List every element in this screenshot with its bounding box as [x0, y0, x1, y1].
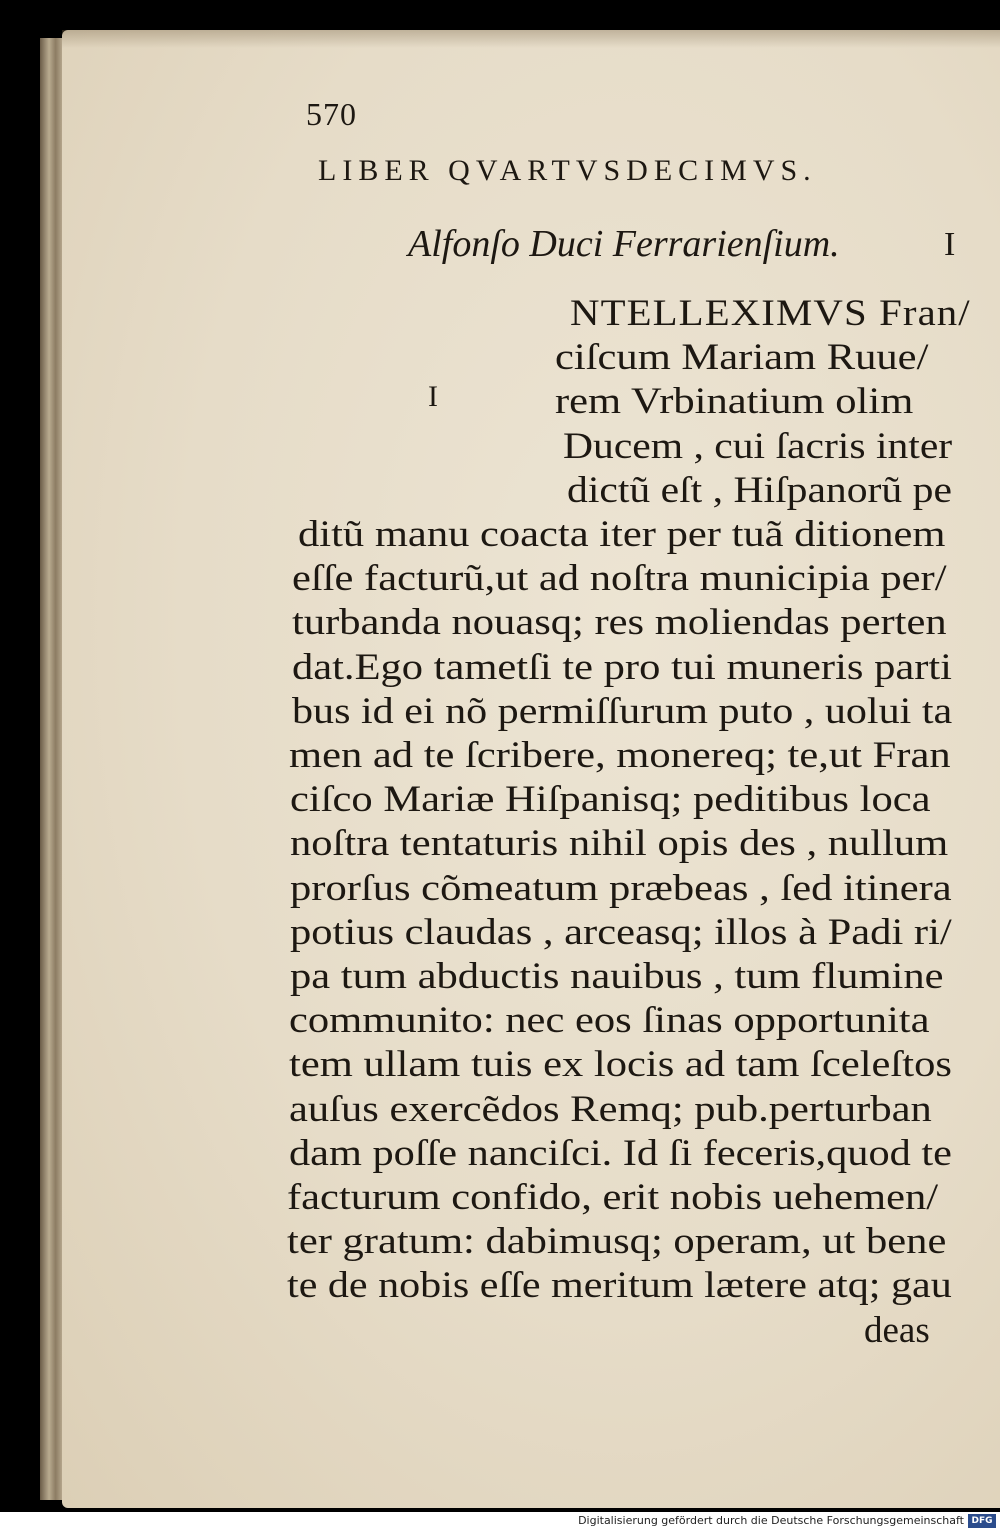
- body-line: deas: [864, 1309, 930, 1351]
- body-line: eſſe facturũ,ut ad noſtra municipia per/: [292, 558, 947, 600]
- body-line: ciſcum Mariam Ruue/: [555, 337, 929, 379]
- letter-heading: Alfonſo Duci Ferrarienſium.: [408, 223, 840, 265]
- margin-number: I: [428, 380, 438, 413]
- body-line: men ad te ſcribere, monereq; te,ut Fran: [289, 735, 951, 776]
- body-line: potius claudas , arceasq; illos à Padi ri/: [290, 911, 952, 953]
- body-line: prorſus cõmeatum præbeas , ſed itinera: [290, 867, 952, 909]
- body-line: ter gratum: dabimusq; operam, ut bene: [287, 1221, 947, 1263]
- body-line: communito: nec eos ſinas opportunita: [289, 1000, 930, 1042]
- body-line: auſus exercẽdos Remq; pub.perturban: [289, 1088, 932, 1130]
- body-line: rem Vrbinatium olim: [555, 381, 914, 423]
- body-line: Ducem , cui ſacris inter: [563, 425, 953, 467]
- body-line: facturum confido, erit nobis uehemen/: [287, 1177, 939, 1218]
- body-line: NTELLEXIMVS Fran/: [570, 293, 971, 334]
- body-line: ciſco Mariæ Hiſpanisq; peditibus loca: [290, 779, 931, 821]
- page-shadow: [62, 30, 1000, 48]
- body-line: ditũ manu coacta iter per tuã ditionem: [298, 514, 946, 555]
- body-line: dam poſſe nanciſci. Id ſi feceris,quod te: [289, 1132, 952, 1174]
- dfg-logo: DFG: [968, 1514, 996, 1528]
- letter-number: I: [944, 226, 956, 263]
- body-line: noſtra tentaturis nihil opis des , nullum: [290, 823, 949, 865]
- body-line: dictũ eſt , Hiſpanorũ pe: [567, 469, 952, 511]
- body-line: dat.Ego tametſi te pro tui muneris parti: [292, 646, 952, 688]
- running-head: LIBER QVARTVSDECIMVS.: [318, 154, 817, 187]
- body-line: turbanda nouasq; res moliendas perten: [292, 602, 947, 644]
- funding-credit: Digitalisierung gefördert durch die Deutsche Forschungsgemeinschaft: [578, 1514, 964, 1527]
- body-line: bus id ei nõ permiſſurum puto , uolui ta: [292, 690, 953, 732]
- body-line: tem ullam tuis ex locis ad tam ſceleſtos: [289, 1044, 952, 1086]
- page-number: 570: [306, 96, 357, 132]
- body-line: pa tum abductis nauibus , tum flumine: [290, 956, 944, 997]
- body-line: te de nobis eſſe meritum lætere atq; gau: [287, 1265, 952, 1307]
